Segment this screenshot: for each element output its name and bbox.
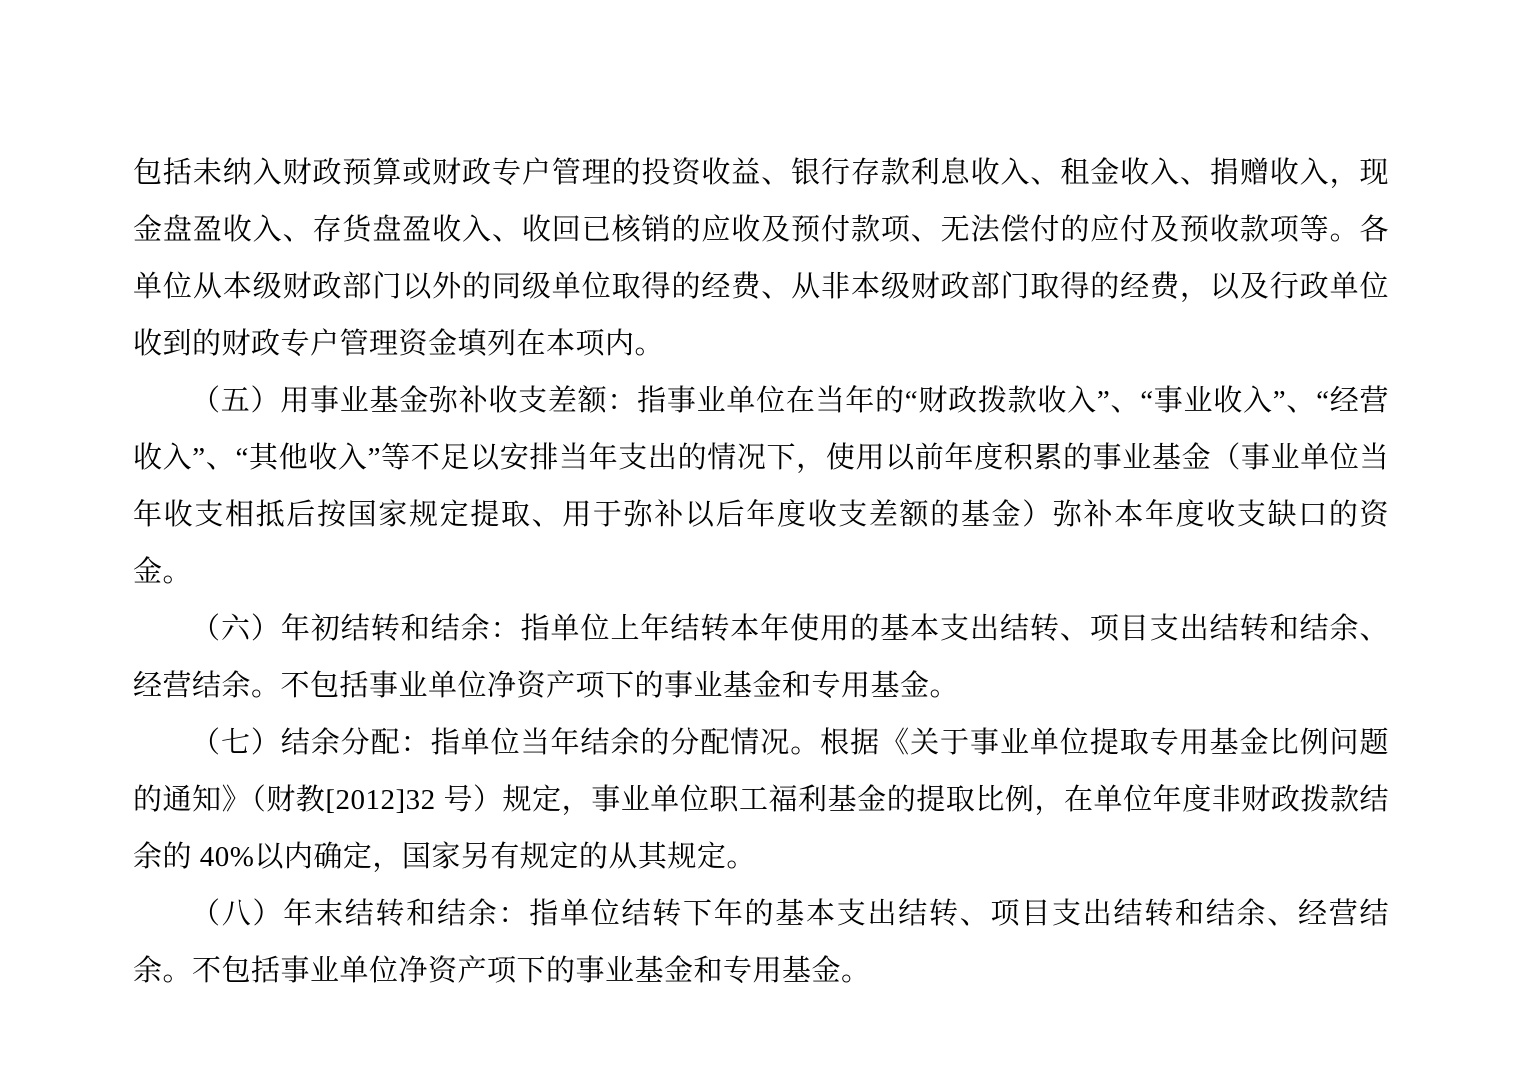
paragraph-item-5: （五）用事业基金弥补收支差额：指事业单位在当年的“财政拨款收入”、“事业收入”、“经营收入”、“其他收入”等不足以安排当年支出的情况下，使用以前年度积累的事业基金（事业单位当年收支相抵后按国家规定提取、用于弥补以后年度收支差额的基金）弥补本年度收支缺口的资金。	[133, 385, 1389, 588]
paragraph-item-6: （六）年初结转和结余：指单位上年结转本年使用的基本支出结转、项目支出结转和结余、经营结余。不包括事业单位净资产项下的事业基金和专用基金。	[133, 613, 1389, 702]
paragraph-continuation: 包括未纳入财政预算或财政专户管理的投资收益、银行存款利息收入、租金收入、捐赠收入，现金盘盈收入、存货盘盈收入、收回已核销的应收及预付款项、无法偿付的应付及预收款项等。各单位从本级财政部门以外的同级单位取得的经费、从非本级财政部门取得的经费，以及行政单位收到的财政专户管理资金填列在本项内。	[133, 157, 1389, 360]
paragraph-item-7: （七）结余分配：指单位当年结余的分配情况。根据《关于事业单位提取专用基金比例问题的通知》（财教[2012]32 号）规定，事业单位职工福利基金的提取比例，在单位年度非财政拨款结余的 40%以内确定，国家另有规定的从其规定。	[133, 727, 1389, 873]
paragraph-item-8: （八）年末结转和结余：指单位结转下年的基本支出结转、项目支出结转和结余、经营结余。不包括事业单位净资产项下的事业基金和专用基金。	[133, 898, 1389, 987]
